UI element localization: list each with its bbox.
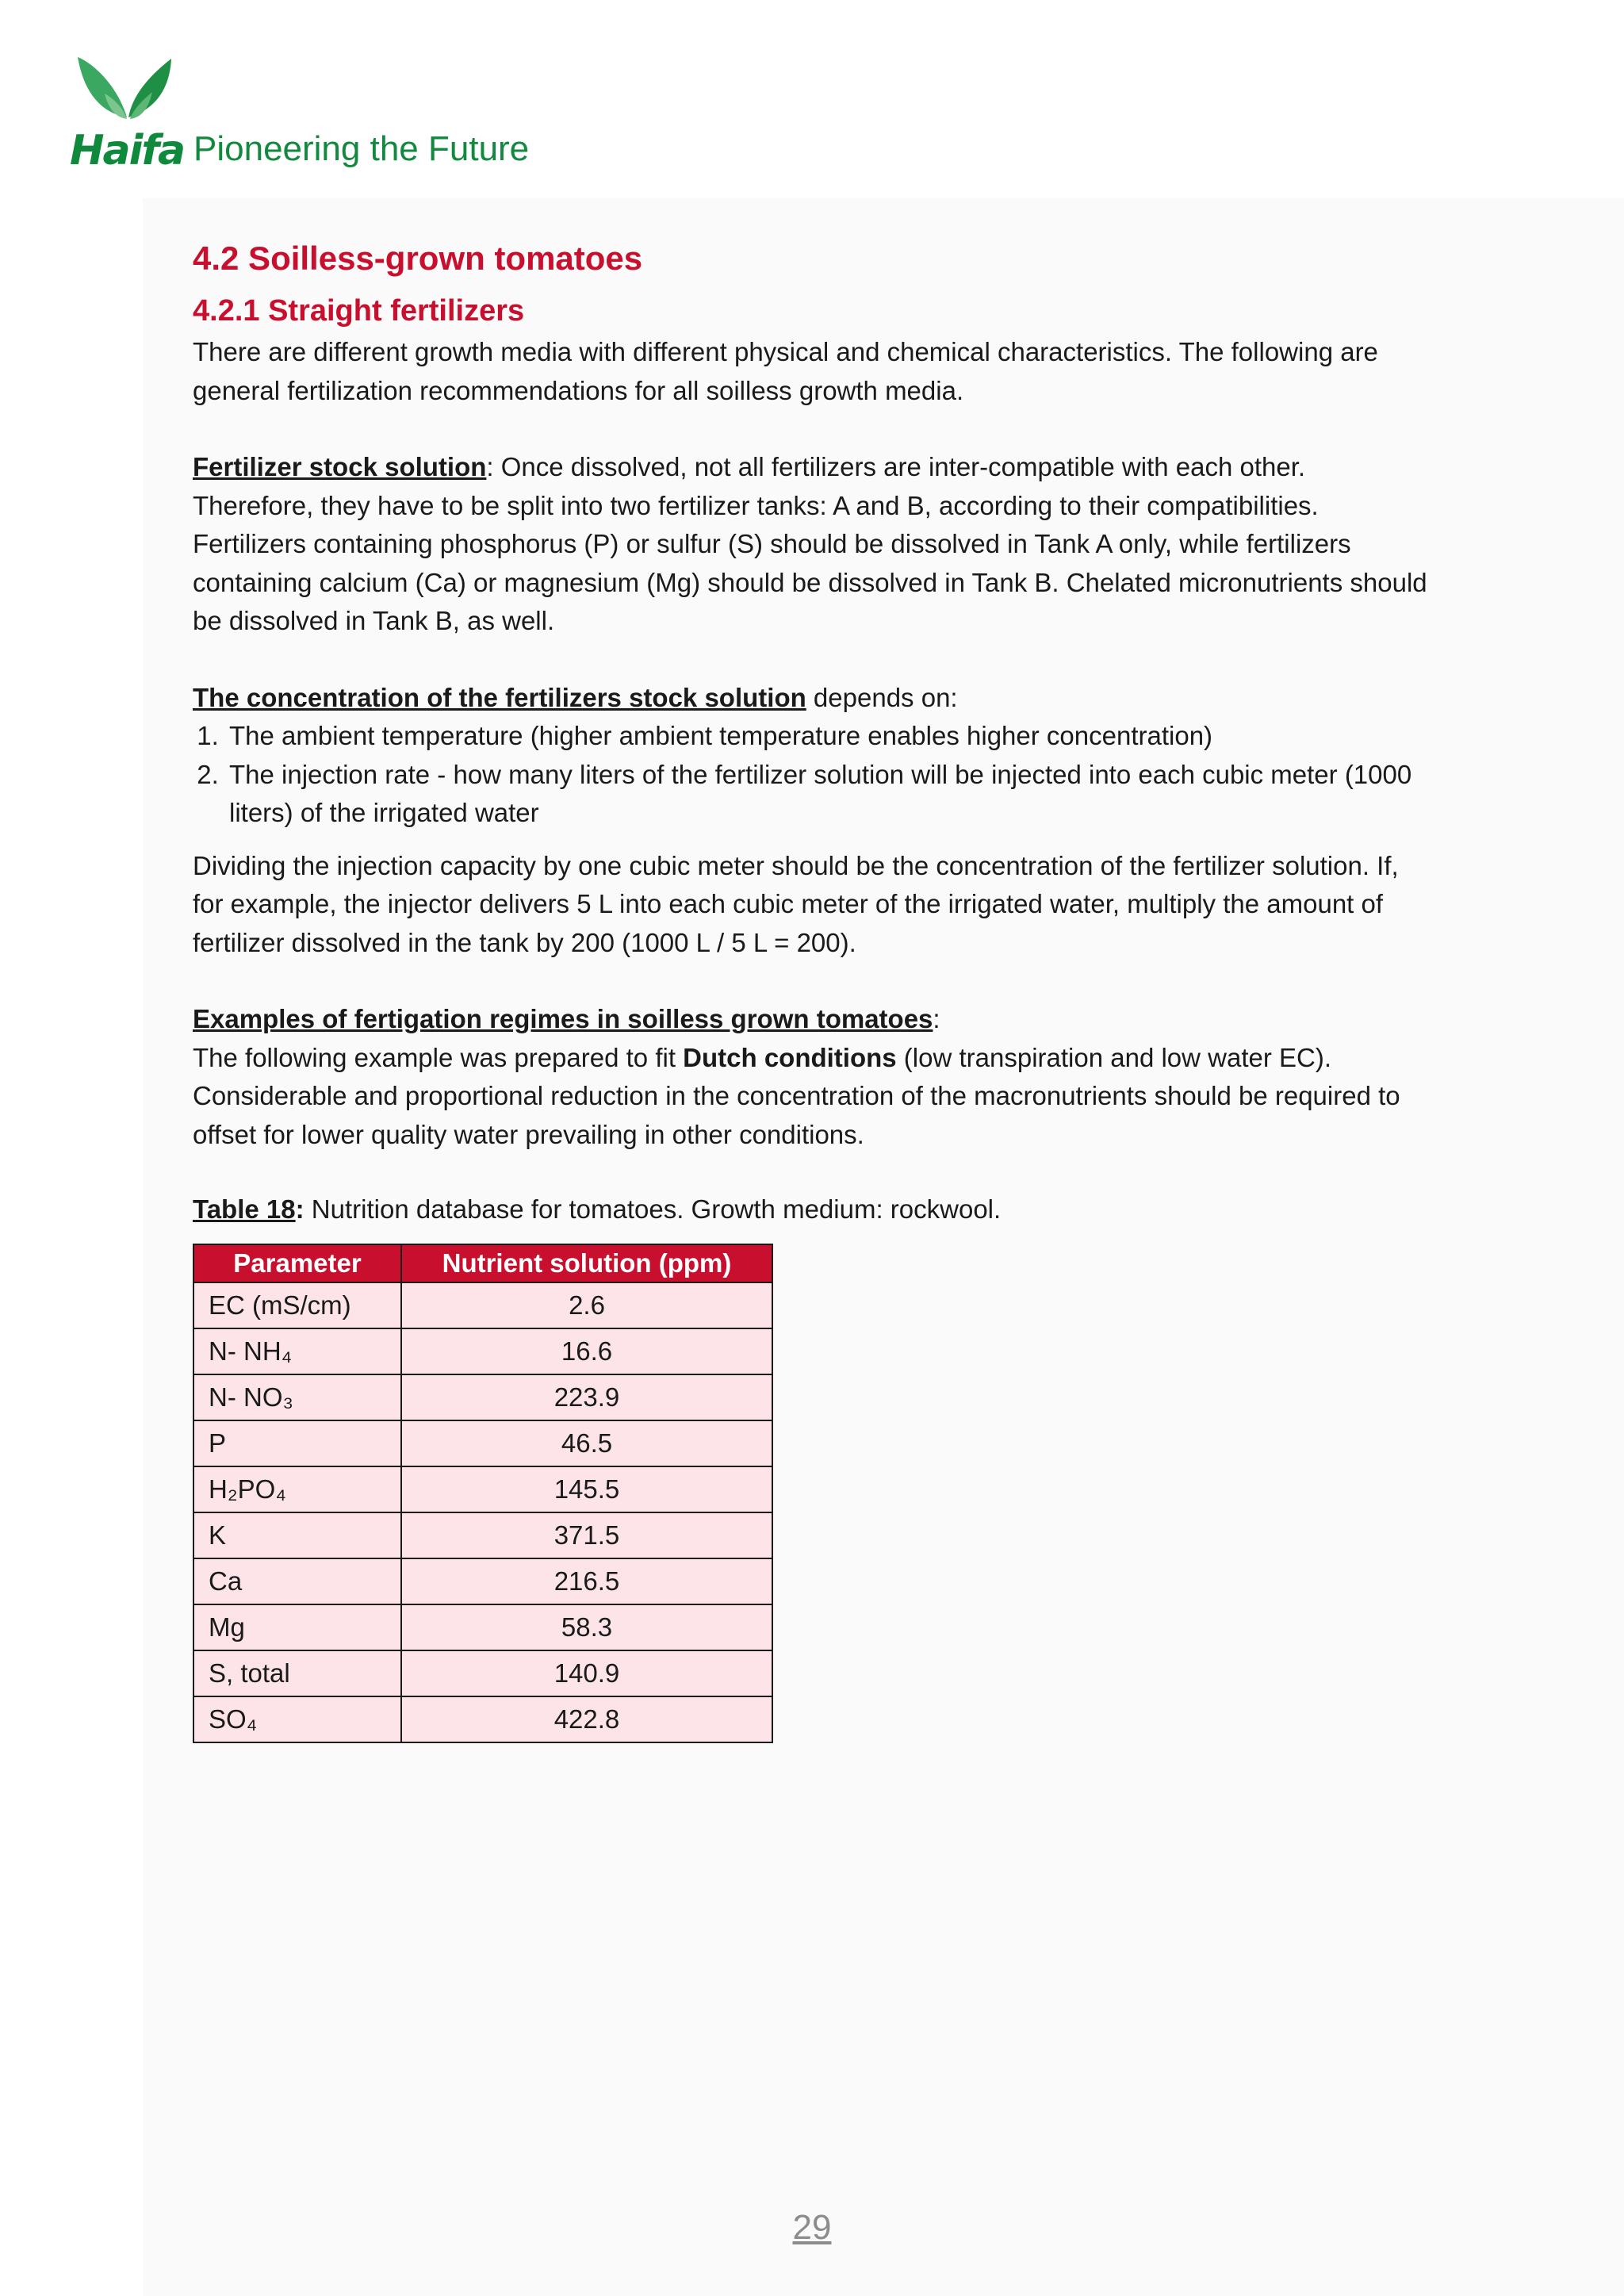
value-cell: 140.9	[401, 1650, 772, 1696]
intro-paragraph: There are different growth media with different physical and chemical characteristics. The following are general fertilization recommendations for all soilless growth media.	[193, 337, 1378, 405]
value-cell: 223.9	[401, 1374, 772, 1420]
parameter-cell: Mg	[193, 1604, 401, 1650]
examples-bold-text: Dutch conditions	[683, 1042, 897, 1072]
value-cell: 16.6	[401, 1328, 772, 1374]
parameter-cell: Ca	[193, 1558, 401, 1604]
parameter-cell: N- NH₄	[193, 1328, 401, 1374]
concentration-text: depends on:	[806, 682, 958, 712]
value-cell: 2.6	[401, 1282, 772, 1328]
column-header: Nutrient solution (ppm)	[401, 1244, 772, 1282]
value-cell: 145.5	[401, 1466, 772, 1512]
stock-solution-lead: Fertilizer stock solution	[193, 452, 487, 481]
table-row	[193, 1512, 772, 1558]
value-cell: 216.5	[401, 1558, 772, 1604]
table-row	[193, 1650, 772, 1696]
parameter-cell: P	[193, 1420, 401, 1466]
parameter-cell: K	[193, 1512, 401, 1558]
table-row	[193, 1282, 772, 1328]
examples-text-after: (low transpiration and low water EC). Considerable and proportional reduction in the concentration of the macronutrients should be required to offset for lower quality water prevailing in other conditions.	[193, 1042, 1400, 1149]
list-item: 2. The injection rate - how many liters of the fertilizer solution will be injected into each cubic meter (1000 liters) of the irrigated water	[226, 756, 1430, 833]
table-caption	[193, 1190, 1430, 1229]
table-caption-lead: Table 18	[193, 1194, 296, 1224]
parameter-cell: S, total	[193, 1650, 401, 1696]
page-number: 29	[792, 2208, 832, 2247]
stock-solution-text: : Once dissolved, not all fertilizers are inter-compatible with each other. Therefore, they have to be split into two fertilizer tanks: A and B, according to their compatibilities. Fertilizers containing phosphorus (P) or sulfur (S) should be dissolved in Tank A only, while fertilizers containing calcium (Ca) or magnesium (Mg) should be dissolved in Tank B. Chelated micronutrients should be dissolved in Tank B, as well.	[193, 452, 1427, 635]
value-cell: 422.8	[401, 1696, 772, 1742]
table-row	[193, 1328, 772, 1374]
parameter-cell: SO₄	[193, 1696, 401, 1742]
section-title: 4.2 Soilless-grown tomatoes	[193, 240, 643, 277]
table-caption-colon: :	[295, 1194, 304, 1224]
concentration-paragraph	[193, 679, 1430, 718]
concentration-lead: The concentration of the fertilizers stock solution	[193, 682, 806, 712]
value-cell: 58.3	[401, 1604, 772, 1650]
table-header-row	[193, 1244, 772, 1282]
parameter-cell: H₂PO₄	[193, 1466, 401, 1512]
brand-logo-text: Haifa	[70, 127, 185, 174]
value-cell: 46.5	[401, 1420, 772, 1466]
table-row	[193, 1466, 772, 1512]
nutrition-table	[193, 1244, 773, 1743]
main-content	[193, 238, 1430, 1743]
examples-text-before: The following example was prepared to fit	[193, 1042, 684, 1072]
value-cell: 371.5	[401, 1512, 772, 1558]
table-row	[193, 1374, 772, 1420]
parameter-cell: EC (mS/cm)	[193, 1282, 401, 1328]
table-row	[193, 1696, 772, 1742]
examples-heading	[193, 1000, 1430, 1039]
leaf-logo-icon	[70, 54, 181, 130]
concentration-list	[193, 717, 1430, 833]
examples-paragraph	[193, 1039, 1430, 1155]
table-row	[193, 1558, 772, 1604]
column-header: Parameter	[193, 1244, 401, 1282]
examples-lead-suffix: :	[933, 1004, 940, 1033]
parameter-cell: N- NO₃	[193, 1374, 401, 1420]
tagline: Pioneering the Future	[193, 129, 530, 168]
table-caption-text: Nutrition database for tomatoes. Growth medium: rockwool.	[304, 1194, 1002, 1224]
list-item: 1. The ambient temperature (higher ambient temperature enables higher concentration)	[226, 717, 1430, 756]
table-row	[193, 1604, 772, 1650]
examples-lead: Examples of fertigation regimes in soilless grown tomatoes	[193, 1004, 933, 1033]
injection-paragraph: Dividing the injection capacity by one cubic meter should be the concentration of the fertilizer solution. If, for example, the injector delivers 5 L into each cubic meter of the irrigated water, multiply the amount of fertilizer dissolved in the tank by 200 (1000 L / 5 L = 200).	[193, 850, 1399, 957]
stock-solution-paragraph	[193, 448, 1430, 641]
table-row	[193, 1420, 772, 1466]
subsection-title: 4.2.1 Straight fertilizers	[193, 293, 525, 328]
